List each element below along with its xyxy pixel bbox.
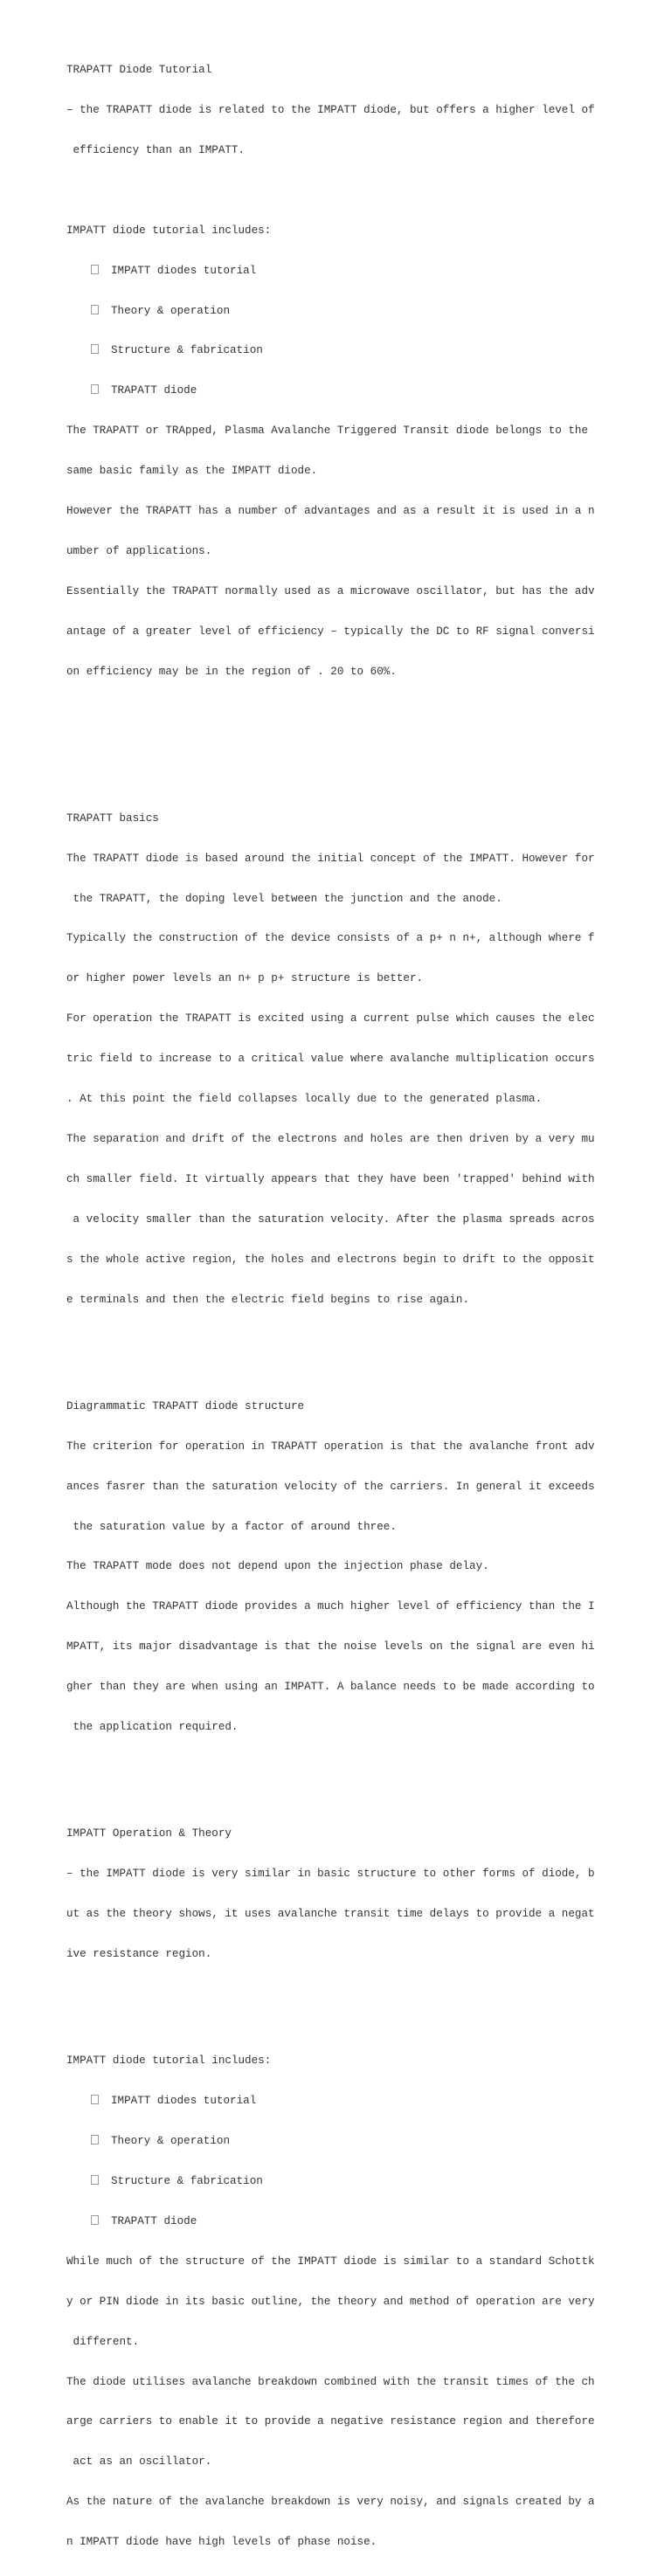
missing-glyph-bullet-icon	[91, 2175, 99, 2185]
missing-glyph-bullet-icon	[91, 384, 99, 394]
text-line: a velocity smaller than the saturation velocity. After the plasma spreads acros	[66, 1212, 595, 1226]
list-item	[66, 384, 599, 397]
missing-glyph-bullet-icon	[91, 344, 99, 354]
missing-glyph-bullet-icon	[91, 305, 99, 314]
text-line: on efficiency may be in the region of . 20 to 60%.	[66, 665, 397, 678]
text-line: e terminals and then the electric field begins to rise again.	[66, 1293, 470, 1306]
blank-line	[66, 1988, 599, 2001]
text-line: umber of applications.	[66, 544, 212, 557]
text-line: Typically the construction of the device consists of a p+ n n+, although where f	[66, 932, 595, 945]
missing-glyph-bullet-icon	[91, 265, 99, 274]
text-line: However the TRAPATT has a number of advantages and as a result it is used in a n	[66, 504, 595, 517]
text-line: n IMPATT diode have high levels of phase noise.	[66, 2536, 377, 2549]
list-item-label: TRAPATT diode	[111, 384, 197, 397]
blank-line	[66, 705, 599, 718]
text-line: antage of a greater level of efficiency – typically the DC to RF signal conversi	[66, 625, 595, 638]
missing-glyph-bullet-icon	[91, 2135, 99, 2144]
list-item	[66, 2135, 599, 2148]
list-item-label: Theory & operation	[111, 304, 231, 317]
text-line: – the TRAPATT diode is related to the IMPATT diode, but offers a higher level of	[66, 104, 595, 117]
text-line: The TRAPATT diode is based around the initial concept of the IMPATT. However for	[66, 852, 595, 865]
blank-line	[66, 745, 599, 758]
text-line: – the IMPATT diode is very similar in basic structure to other forms of diode, b	[66, 1868, 595, 1881]
list-item-label: TRAPATT diode	[111, 2214, 197, 2227]
list-item	[66, 2095, 599, 2108]
section-heading: TRAPATT basics	[66, 811, 159, 825]
text-line: As the nature of the avalanche breakdown is very noisy, and signals created by a	[66, 2496, 595, 2509]
text-line: Essentially the TRAPATT normally used as a microwave oscillator, but has the adv	[66, 584, 595, 597]
list-item-label: IMPATT diodes tutorial	[111, 264, 257, 277]
section-heading: IMPATT Operation & Theory	[66, 1827, 232, 1840]
text-line: s the whole active region, the holes and electrons begin to drift to the opposit	[66, 1253, 595, 1266]
document-page	[66, 10, 599, 2576]
document-title: TRAPATT Diode Tutorial	[66, 64, 212, 77]
blank-line	[66, 184, 599, 197]
list-item	[66, 2215, 599, 2228]
text-line: The diode utilises avalanche breakdown combined with the transit times of the ch	[66, 2375, 595, 2388]
text-line: the saturation value by a factor of around three.	[66, 1520, 397, 1533]
text-line: same basic family as the IMPATT diode.	[66, 465, 318, 478]
missing-glyph-bullet-icon	[91, 2215, 99, 2225]
text-line: tric field to increase to a critical value where avalanche multiplication occurs	[66, 1053, 595, 1066]
text-line: act as an oscillator.	[66, 2455, 212, 2469]
list-item	[66, 265, 599, 278]
text-line: y or PIN diode in its basic outline, the theory and method of operation are very	[66, 2295, 595, 2308]
text-line: ances fasrer than the saturation velocity of the carriers. In general it exceeds	[66, 1480, 595, 1493]
includes-heading: IMPATT diode tutorial includes:	[66, 224, 272, 237]
text-line: arge carriers to enable it to provide a negative resistance region and therefore	[66, 2415, 595, 2428]
list-item-label: Structure & fabrication	[111, 2175, 263, 2188]
text-line: . At this point the field collapses locally due to the generated plasma.	[66, 1093, 543, 1106]
text-line: or higher power levels an n+ p p+ structure is better.	[66, 972, 424, 985]
blank-line	[66, 1761, 599, 1774]
list-item	[66, 2175, 599, 2188]
text-line: For operation the TRAPATT is excited using a current pulse which causes the elec	[66, 1012, 595, 1026]
text-line: efficiency than an IMPATT.	[66, 143, 246, 156]
text-line: While much of the structure of the IMPATT diode is similar to a standard Schottk	[66, 2255, 595, 2268]
blank-line	[66, 1333, 599, 1346]
text-line: ch smaller field. It virtually appears that they have been 'trapped' behind with	[66, 1172, 595, 1185]
text-line: The TRAPATT or TRApped, Plasma Avalanche Triggered Transit diode belongs to the	[66, 425, 589, 438]
text-line: The TRAPATT mode does not depend upon the injection phase delay.	[66, 1560, 489, 1573]
missing-glyph-bullet-icon	[91, 2095, 99, 2104]
list-item-label: Structure & fabrication	[111, 344, 263, 357]
list-item	[66, 344, 599, 357]
list-item	[66, 305, 599, 318]
includes-heading: IMPATT diode tutorial includes:	[66, 2055, 272, 2068]
list-item-label: IMPATT diodes tutorial	[111, 2095, 257, 2108]
text-line: The criterion for operation in TRAPATT operation is that the avalanche front adv	[66, 1440, 595, 1453]
text-line: different.	[66, 2335, 140, 2348]
text-line: the application required.	[66, 1721, 239, 1733]
text-line: gher than they are when using an IMPATT. A balance needs to be made according to	[66, 1681, 595, 1694]
list-item-label: Theory & operation	[111, 2135, 231, 2148]
text-line: ut as the theory shows, it uses avalanche transit time delays to provide a negat	[66, 1908, 595, 1921]
text-line: MPATT, its major disadvantage is that the noise levels on the signal are even hi	[66, 1640, 595, 1654]
section-heading: Diagrammatic TRAPATT diode structure	[66, 1399, 305, 1412]
text-line: The separation and drift of the electrons and holes are then driven by a very mu	[66, 1132, 595, 1145]
text-line: the TRAPATT, the doping level between the junction and the anode.	[66, 892, 502, 905]
text-line: Although the TRAPATT diode provides a much higher level of efficiency than the I	[66, 1600, 595, 1613]
text-line: ive resistance region.	[66, 1948, 212, 1961]
